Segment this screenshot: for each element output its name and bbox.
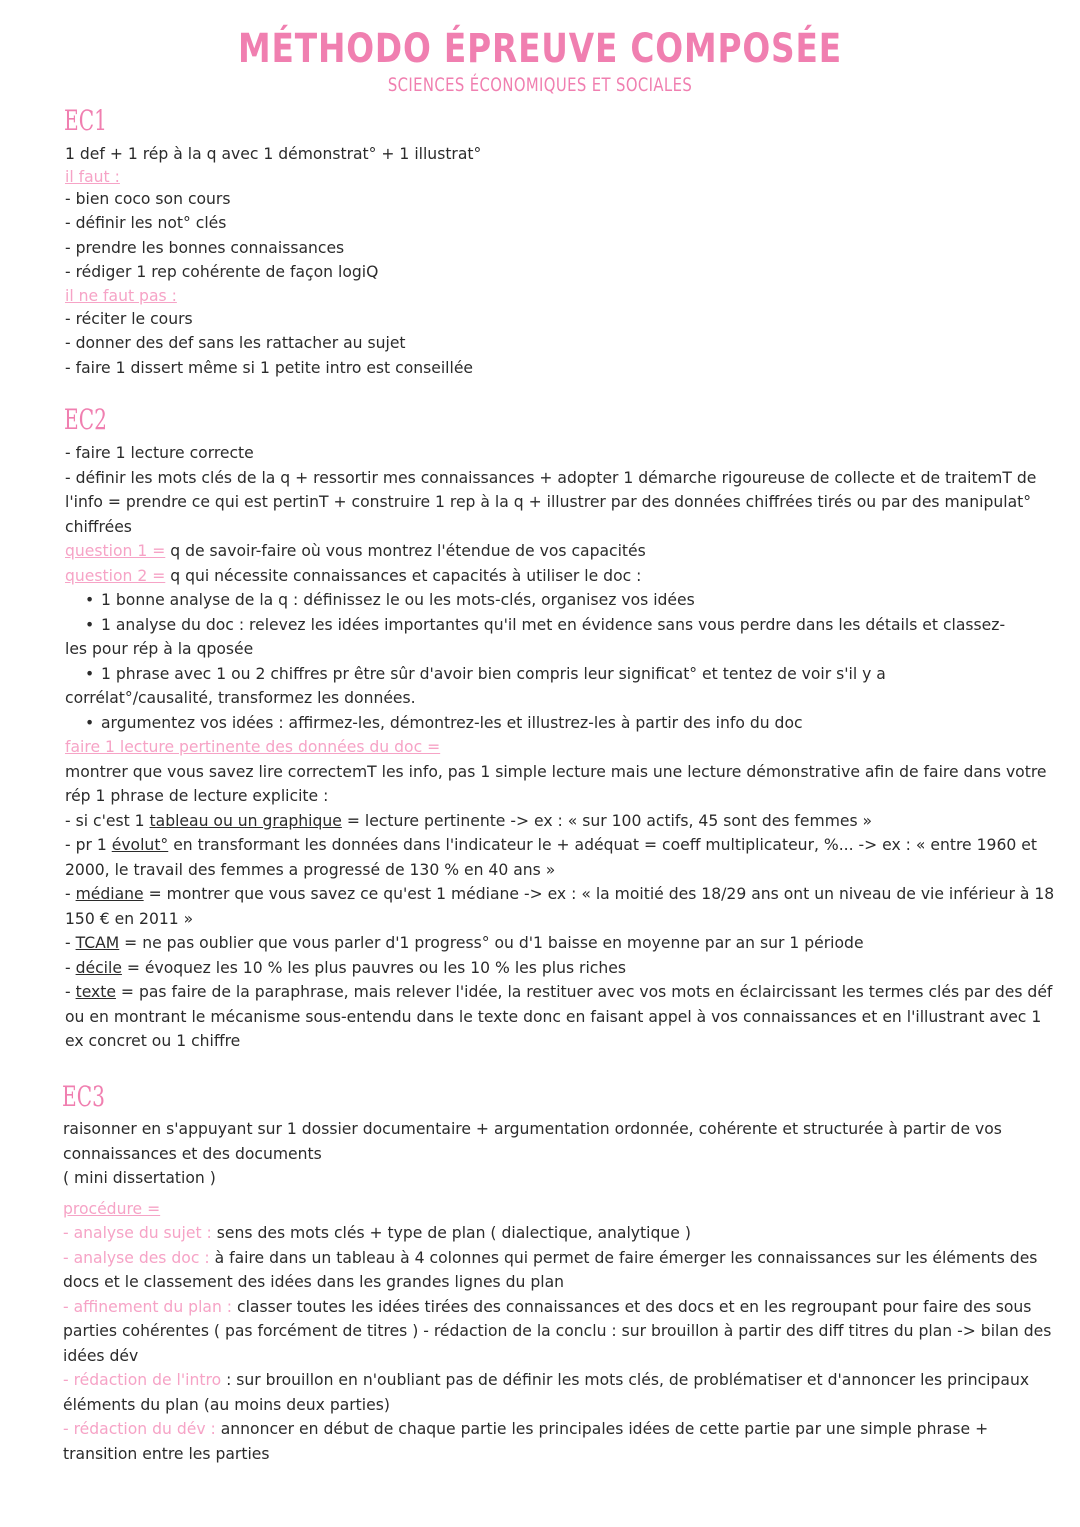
section-heading-ec3: EC3: [62, 1080, 105, 1113]
ec2-tip: [65, 931, 1057, 956]
ec2-tip: [65, 833, 1057, 882]
ec3-step-label: - analyse des doc :: [63, 1248, 210, 1267]
ec1-mustnot-item: - donner des def sans les rattacher au sujet: [65, 334, 406, 352]
ec2-tip-term: médiane: [75, 885, 144, 903]
ec2-reading-label: faire 1 lecture pertinente des données du doc =: [65, 738, 441, 756]
ec1-must-item: - prendre les bonnes connaissances: [65, 238, 345, 257]
ec3-step-label: - analyse du sujet :: [63, 1224, 212, 1242]
ec2-tip-text: = évoquez les 10 % les plus pauvres ou les 10 % les plus riches: [121, 958, 626, 977]
ec2-bullet: • 1 analyse du doc : relevez les idées importantes qu'il met en évidence sans vous perdre dans les détails et classez-: [65, 613, 1057, 638]
ec3-intro: raisonner en s'appuyant sur 1 dossier documentaire + argumentation ordonnée, cohérente et structurée à partir de vos connaissances et des documents: [63, 1120, 1002, 1163]
ec3-step: [63, 1246, 1059, 1295]
section-heading-ec2: EC2: [64, 403, 107, 436]
ec2-bullet-cont: corrélat°/causalité, transformez les données.: [65, 689, 416, 707]
ec2-tip-prefix: -: [65, 983, 76, 1001]
ec3-step: [63, 1368, 1059, 1417]
ec2-section: [65, 441, 1057, 1054]
ec3-step-text: annoncer en début de chaque partie les principales idées de cette partie par une simple phrase + transition entre les parties: [63, 1420, 989, 1463]
ec1-section: [65, 142, 1045, 380]
ec2-q1-text: q de savoir-faire où vous montrez l'étendue de vos capacités: [165, 542, 646, 560]
ec1-must-item: - bien coco son cours: [65, 189, 231, 208]
ec3-step: [63, 1295, 1059, 1369]
ec2-q1-label: question 1 =: [65, 542, 166, 560]
ec2-bullet: • 1 bonne analyse de la q : définissez le ou les mots-clés, organisez vos idées: [65, 588, 1057, 613]
ec2-tip-text: = pas faire de la paraphrase, mais relever l'idée, la restituer avec vos mots en éclaircissant les termes clés par des déf ou en montrant le mécanisme sous-entendu dans le texte donc en faisant appel à vos connaissances et en l'illustrant avec 1 ex concret ou 1 chiffre: [65, 983, 1053, 1050]
ec3-section: [63, 1117, 1059, 1466]
ec3-step: [63, 1221, 1059, 1246]
ec2-tip: [65, 980, 1057, 1054]
ec3-step-label: - rédaction de l'intro: [63, 1371, 222, 1389]
ec2-tip-term: évolut°: [111, 836, 169, 854]
ec2-tip-prefix: - si c'est 1: [65, 811, 150, 830]
ec2-tip-term: tableau ou un graphique: [149, 811, 342, 830]
ec2-tip-term: texte: [75, 983, 116, 1001]
ec3-step-text: : sur brouillon en n'oubliant pas de définir les mots clés, de problématiser et d'annoncer les principaux éléments du plan (au moins deux parties): [63, 1371, 1030, 1414]
page-title: MÉTHODO ÉPREUVE COMPOSÉE: [238, 26, 842, 72]
ec2-bullet: • argumentez vos idées : affirmez-les, démontrez-les et illustrez-les à partir des info du doc: [65, 711, 1057, 736]
ec2-tip-text: = ne pas oublier que vous parler d'1 progress° ou d'1 baisse en moyenne par an sur 1 période: [119, 934, 864, 952]
ec1-mustnot-item: - réciter le cours: [65, 309, 193, 328]
ec3-intro2: ( mini dissertation ): [63, 1169, 216, 1187]
ec2-tip: [65, 956, 1057, 981]
ec3-step-text: classer toutes les idées tirées des connaissances et des docs et en les regroupant pour faire des sous parties cohérentes ( pas forcément de titres ) - rédaction de la conclu : sur brouillon à partir des diff titres du plan -> bilan des idées dév: [63, 1297, 1052, 1365]
ec2-tip-text: en transformant les données dans l'indicateur le + adéquat = coeff multiplicateur, %... -> ex : « entre 1960 et 2000, le travail des femmes a progressé de 130 % en 40 ans »: [65, 836, 1037, 879]
ec2-tip-text: = montrer que vous savez ce qu'est 1 médiane -> ex : « la moitié des 18/29 ans ont un niveau de vie inférieur à 18 150 € en 2011 »: [65, 885, 1055, 928]
ec2-question2: [65, 564, 1057, 589]
ec3-step-label: - rédaction du dév :: [63, 1420, 216, 1438]
ec2-para1: - définir les mots clés de la q + ressortir mes connaissances + adopter 1 démarche rigoureuse de collecte et de traitemT de l'info = prendre ce qui est pertinT + construire 1 rep à la q + illustrer par des données chiffrées tirés ou par des manipulat° chiffrées: [65, 468, 1037, 536]
ec3-step-text: à faire dans un tableau à 4 colonnes qui permet de faire émerger les connaissances sur les éléments des docs et le classement des idées dans les grandes lignes du plan: [63, 1248, 1038, 1291]
ec2-tip-text: = lecture pertinente -> ex : « sur 100 actifs, 45 sont des femmes »: [341, 811, 873, 830]
ec2-tip-prefix: -: [65, 934, 76, 952]
ec2-tip: [65, 809, 1057, 834]
page-subtitle: SCIENCES ÉCONOMIQUES ET SOCIALES: [387, 74, 693, 96]
ec2-tip-term: TCAM: [75, 934, 120, 952]
ec2-tip-term: décile: [75, 958, 122, 977]
ec2-bullet: • 1 phrase avec 1 ou 2 chiffres pr être sûr d'avoir bien compris leur significat° et tentez de voir s'il y a: [65, 662, 1057, 687]
ec1-mustnot-label: il ne faut pas :: [65, 286, 177, 305]
ec2-tip-prefix: -: [65, 885, 76, 903]
ec3-step-label: - affinement du plan :: [63, 1297, 233, 1316]
ec3-step-text: sens des mots clés + type de plan ( dialectique, analytique ): [211, 1224, 691, 1242]
ec2-q2-text: q qui nécessite connaissances et capacités à utiliser le doc :: [165, 566, 642, 585]
ec3-step: [63, 1417, 1059, 1466]
section-heading-ec1: EC1: [64, 104, 107, 137]
ec2-tip: [65, 882, 1057, 931]
ec2-line1: - faire 1 lecture correcte: [65, 444, 254, 462]
ec1-must-item: - rédiger 1 rep cohérente de façon logiQ: [65, 263, 379, 281]
ec2-tip-prefix: -: [65, 958, 76, 977]
ec1-must-item: - définir les not° clés: [65, 214, 227, 232]
ec2-bullet-cont: les pour rép à la qposée: [65, 640, 254, 658]
ec2-tip-prefix: - pr 1: [65, 836, 112, 854]
ec2-q2-label: question 2 =: [65, 566, 166, 585]
ec2-question1: [65, 539, 1057, 564]
ec1-intro: 1 def + 1 rép à la q avec 1 démonstrat° + 1 illustrat°: [65, 145, 482, 163]
ec1-must-label: il faut :: [65, 167, 120, 186]
ec2-reading-text: montrer que vous savez lire correctemT les info, pas 1 simple lecture mais une lecture démonstrative afin de faire dans votre rép 1 phrase de lecture explicite :: [65, 762, 1047, 805]
ec3-procedure-label: procédure =: [63, 1199, 161, 1218]
ec1-mustnot-item: - faire 1 dissert même si 1 petite intro est conseillée: [65, 358, 474, 377]
